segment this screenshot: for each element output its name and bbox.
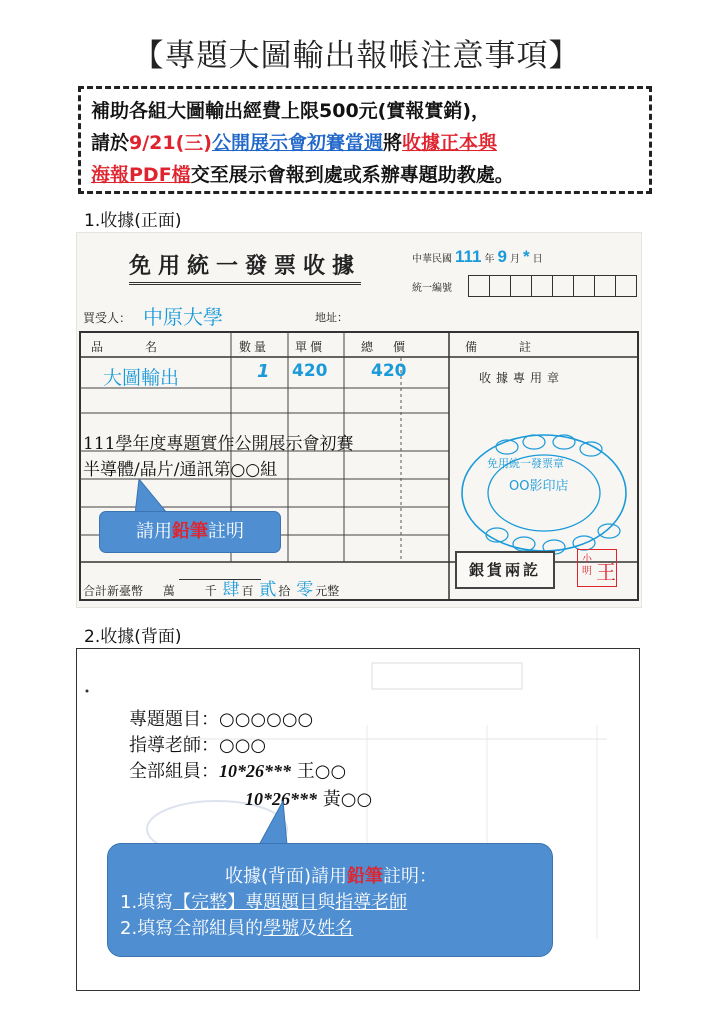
personal-chop bbox=[577, 549, 617, 587]
buyer-label: 買受人： bbox=[83, 311, 132, 325]
header-remark: 備 註 bbox=[465, 340, 538, 354]
header-total: 總 價 bbox=[361, 340, 410, 354]
callout-line-2 bbox=[120, 914, 353, 940]
notice-box bbox=[78, 86, 652, 194]
notice-date: 9/21(三) bbox=[129, 132, 212, 154]
notice-text: 請於 bbox=[91, 132, 130, 154]
tax-id-boxes bbox=[469, 275, 637, 297]
advisor-value: ○○○ bbox=[219, 735, 267, 756]
callout-text: 1.填寫 bbox=[120, 892, 174, 913]
callout-name: 姓名 bbox=[317, 918, 354, 939]
header-unit-price: 單價 bbox=[295, 340, 326, 354]
topic-value: ○○○○○○ bbox=[219, 709, 314, 730]
date-month-unit: 月 bbox=[509, 254, 520, 265]
item-qty: 1 bbox=[257, 361, 270, 382]
address-label: 地址： bbox=[315, 311, 348, 324]
total-wan: 萬 bbox=[162, 584, 175, 598]
receipt-title: 免用統一發票收據 bbox=[129, 249, 361, 285]
callout-text: 註明 bbox=[208, 521, 244, 542]
item-unit-price: 420 bbox=[292, 361, 328, 381]
advisor-label: 指導老師： bbox=[129, 735, 219, 756]
callout-title bbox=[108, 862, 554, 888]
header-qty: 數量 bbox=[239, 340, 270, 354]
total-shi: 拾 bbox=[278, 584, 291, 598]
buyer-name: 中原大學 bbox=[143, 305, 223, 329]
total-yuan: 元整 bbox=[315, 584, 340, 598]
callout-text: 2.填寫全部組員的 bbox=[120, 918, 264, 939]
back-instructions-callout bbox=[107, 843, 553, 957]
item-name: 大圖輸出 bbox=[103, 367, 180, 389]
members-field bbox=[129, 757, 346, 783]
notice-line-1: 補助各組大圖輸出經費上限500元(實報實銷)， bbox=[91, 100, 491, 122]
receipt-back-image bbox=[76, 648, 640, 991]
notice-text: 交至展示會報到處或系辦專題助教處。 bbox=[190, 164, 514, 186]
stamp-shop-name: OO影印店 bbox=[509, 479, 569, 494]
date-year-unit: 年 bbox=[484, 254, 495, 265]
total-prefix: 合計新臺幣 bbox=[83, 584, 144, 598]
notice-line-2 bbox=[91, 127, 639, 159]
notice-item: 海報PDF檔 bbox=[91, 164, 191, 186]
notice-line-3 bbox=[91, 159, 639, 191]
date-year: 111 bbox=[455, 247, 482, 266]
callout-topic: 【完整】專題題目 bbox=[173, 892, 318, 913]
notice-item: 收據正本與 bbox=[402, 132, 498, 154]
topic-label: 專題題目： bbox=[129, 709, 219, 730]
member-name: 黃○○ bbox=[322, 789, 373, 810]
callout-pencil: 鉛筆 bbox=[172, 521, 208, 542]
callout-text: 及 bbox=[299, 918, 318, 939]
date-month: 9 bbox=[497, 247, 507, 266]
callout-advisor: 指導老師 bbox=[335, 892, 408, 913]
notice-text: 將 bbox=[383, 132, 403, 154]
callout-pencil: 鉛筆 bbox=[347, 866, 384, 887]
callout-text: 請用 bbox=[136, 521, 172, 542]
total-strike-line bbox=[179, 579, 261, 580]
members-label: 全部組員： bbox=[129, 761, 219, 782]
date-day: * bbox=[522, 247, 530, 266]
callout-pointer bbox=[253, 801, 293, 847]
advisor-field bbox=[129, 731, 266, 757]
total-yuan-value: 零 bbox=[296, 580, 314, 600]
paid-seal: 銀貨兩訖 bbox=[455, 551, 555, 589]
back-section-label: 2.收據(背面) bbox=[84, 627, 182, 647]
remark-text: 收據專用章 bbox=[479, 371, 565, 385]
pencil-note-callout bbox=[99, 511, 281, 553]
callout-text: 與 bbox=[317, 892, 336, 913]
chop-surname: 王 bbox=[596, 560, 616, 584]
callout-pointer bbox=[129, 479, 169, 515]
date-day-unit: 日 bbox=[532, 254, 543, 265]
date-prefix: 中華民國 bbox=[412, 254, 452, 265]
member-name: 王○○ bbox=[296, 761, 347, 782]
note-line-2: 半導體/晶片/通訊第○○組 bbox=[83, 460, 278, 480]
front-section-label: 1.收據(正面) bbox=[84, 211, 182, 231]
total-bai: 百 bbox=[241, 584, 254, 598]
topic-field bbox=[129, 705, 313, 731]
total-shi-value: 貳 bbox=[259, 580, 277, 600]
stamp-text: 免用統一發票章 bbox=[487, 457, 564, 470]
total-qian: 千 bbox=[204, 584, 217, 598]
total-bai-value: 肆 bbox=[222, 580, 240, 600]
member-id: 10*26*** bbox=[219, 761, 291, 781]
item-total: 420 bbox=[371, 361, 407, 381]
receipt-date bbox=[412, 247, 543, 267]
chop-given-name: 小明 bbox=[582, 554, 592, 577]
page-title: 【專題大圖輸出報帳注意事項】 bbox=[132, 38, 581, 74]
notice-event: 公開展示會初賽當週 bbox=[211, 132, 383, 154]
callout-student-id: 學號 bbox=[263, 918, 300, 939]
callout-line-1 bbox=[120, 888, 407, 914]
callout-text: 收據(背面)請用 bbox=[224, 866, 348, 887]
callout-text: 註明： bbox=[383, 866, 438, 887]
receipt-front-image bbox=[76, 232, 642, 608]
header-item: 品 名 bbox=[91, 340, 164, 354]
tax-id-label: 統一編號 bbox=[412, 283, 452, 294]
note-line-1: 111學年度專題實作公開展示會初賽 bbox=[83, 434, 354, 454]
member-id: 10*26*** bbox=[245, 789, 317, 809]
